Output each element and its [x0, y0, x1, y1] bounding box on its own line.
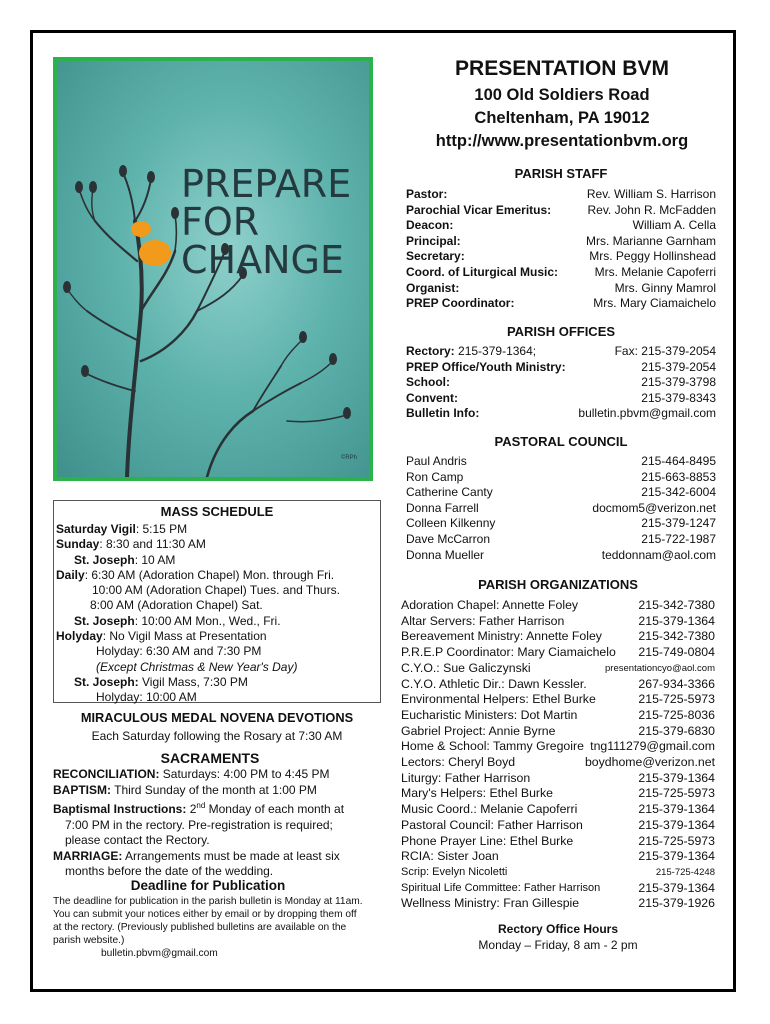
cover-title [181, 162, 352, 282]
list-row [401, 896, 715, 912]
list-row [406, 249, 716, 265]
organization-name: Adoration Chapel: Annette Foley [401, 598, 579, 612]
organizations-heading: PARISH ORGANIZATIONS [478, 577, 638, 592]
council-heading: PASTORAL COUNCIL [494, 434, 628, 449]
cover-title-line: PREPARE [181, 162, 352, 206]
list-row [401, 661, 715, 677]
organization-name: Environmental Helpers: Ethel Burke [401, 692, 596, 707]
novena-text: Each Saturday following the Rosary at 7:30 AM [91, 729, 343, 743]
organization-contact: 215-379-1364 [638, 613, 715, 628]
label: Saturday Vigil [56, 522, 136, 536]
marriage-line-2: months before the date of the wedding. [65, 864, 274, 878]
label: Rectory: [406, 344, 455, 358]
organization-name: P.R.E.P Coordinator: Mary Ciamaichelo [401, 645, 616, 660]
fax: Fax: 215-379-2054 [614, 344, 716, 358]
organization-name: Liturgy: Father Harrison [401, 770, 531, 785]
list-row [401, 865, 715, 881]
sacraments-section [53, 750, 367, 880]
staff-role: Organist: [406, 280, 460, 295]
organizations-list [401, 598, 715, 912]
list-row [401, 771, 715, 787]
council-member-contact: 215-464-8495 [641, 454, 716, 468]
parish-name: PRESENTATION BVM [455, 57, 669, 80]
cover-title-line: CHANGE [181, 238, 344, 282]
address-line-2: Cheltenham, PA 19012 [474, 109, 650, 127]
list-row [406, 548, 716, 564]
value: Monday of each month at [205, 802, 345, 816]
value: 215-379-1364; [458, 344, 537, 358]
organization-name: Home & School: Tammy Gregoire [401, 739, 584, 754]
organization-contact: 267-934-3366 [638, 676, 715, 691]
organization-name: Pastoral Council: Father Harrison [401, 817, 583, 832]
organization-contact: 215-725-8036 [638, 707, 715, 722]
organization-name: Phone Prayer Line: Ethel Burke [401, 833, 574, 848]
holyday-line-4: Holyday: 10:00 AM [96, 690, 197, 705]
staff-name: Rev. John R. McFadden [587, 202, 716, 217]
address-line-1: 100 Old Soldiers Road [474, 86, 650, 104]
parish-organizations-section [401, 577, 715, 912]
organization-contact: 215-725-4248 [655, 866, 715, 878]
sacraments-heading: SACRAMENTS [160, 750, 260, 766]
list-row [406, 265, 716, 281]
office-label: Convent: [406, 390, 458, 405]
holyday-line-2: Holyday: 6:30 AM and 7:30 PM [96, 644, 262, 659]
list-row [401, 724, 715, 740]
organization-name: Altar Servers: Father Harrison [401, 613, 565, 628]
staff-name: Mrs. Melanie Capoferri [594, 264, 716, 279]
list-row [401, 708, 715, 724]
list-row [406, 187, 716, 203]
office-value: 215-379-3798 [641, 375, 716, 390]
council-member-name: Catherine Canty [406, 485, 493, 500]
list-row [401, 629, 715, 645]
council-member-contact: docmom5@verizon.net [592, 500, 716, 515]
staff-name: Mrs. Mary Ciamaichelo [593, 296, 716, 311]
list-row [401, 881, 715, 897]
staff-role: Coord. of Liturgical Music: [406, 264, 558, 279]
staff-role: Principal: [406, 233, 461, 248]
council-member-contact: 215-722-1987 [641, 531, 716, 546]
website-link[interactable]: http://www.presentationbvm.org [435, 132, 689, 150]
offices-list [406, 360, 716, 422]
marriage-line [53, 849, 367, 865]
list-row [406, 454, 716, 470]
office-hours-heading: Rectory Office Hours [497, 922, 619, 936]
council-member-contact: teddonnam@aol.com [601, 547, 716, 562]
office-value: bulletin.pbvm@gmail.com [578, 406, 716, 421]
organization-name: Lectors: Cheryl Boyd [401, 755, 516, 770]
organization-contact: 215-379-1364 [638, 849, 715, 864]
label: Sunday [56, 537, 100, 552]
list-row [401, 677, 715, 693]
staff-role: Pastor: [406, 187, 448, 201]
council-member-contact: 215-379-1247 [641, 516, 716, 531]
organization-contact: boydhome@verizon.net [584, 755, 715, 770]
list-row [406, 375, 716, 391]
reconciliation-line [53, 767, 367, 783]
novena-section [53, 710, 381, 743]
offices-heading: PARISH OFFICES [506, 324, 616, 339]
mass-schedule-body [54, 519, 380, 706]
list-row [401, 598, 715, 614]
mass-schedule-box [53, 500, 381, 703]
office-value: 215-379-8343 [641, 390, 716, 405]
organization-name: Gabriel Project: Annie Byrne [401, 723, 556, 738]
organization-contact: tng111279@gmail.com [590, 739, 715, 754]
value: : 6:30 AM (Adoration Chapel) Mon. through Fri. [84, 567, 335, 582]
office-hours-text: Monday – Friday, 8 am - 2 pm [478, 938, 638, 952]
council-list [406, 454, 716, 563]
organization-name: Eucharistic Ministers: Dot Martin [401, 707, 578, 722]
list-row [406, 406, 716, 422]
organization-contact: 215-379-1364 [638, 880, 715, 895]
organization-name: Spiritual Life Committee: Father Harrison [401, 881, 601, 894]
list-row [406, 391, 716, 407]
staff-name: Rev. William S. Harrison [586, 187, 716, 201]
organization-name: C.Y.O.: Sue Galiczynski [401, 660, 531, 675]
organization-contact: presentationcyo@aol.com [605, 662, 715, 674]
list-row [406, 203, 716, 219]
list-row [406, 470, 716, 486]
list-row [401, 849, 715, 865]
office-hours-section [401, 922, 715, 952]
label: Holyday [56, 629, 103, 644]
daily-line [56, 568, 376, 583]
council-member-name: Donna Farrell [406, 500, 479, 515]
instructions-line-3: please contact the Rectory. [65, 833, 210, 847]
list-row [406, 532, 716, 548]
value: Vigil Mass, 7:30 PM [138, 674, 248, 689]
staff-list [406, 187, 716, 312]
value: Arrangements must be made at least six [122, 848, 340, 863]
sacraments-body [53, 767, 367, 880]
council-member-contact: 215-663-8853 [641, 469, 716, 484]
organization-contact: 215-749-0804 [638, 645, 715, 660]
organization-name: Wellness Ministry: Fran Gillespie [401, 896, 580, 911]
label: MARRIAGE: [53, 848, 123, 863]
staff-name: Mrs. Ginny Mamrol [614, 280, 716, 295]
council-member-contact: 215-342-6004 [641, 485, 716, 500]
office-label: Bulletin Info: [406, 406, 480, 421]
list-row [401, 834, 715, 850]
st-joseph-weekday-line [56, 614, 376, 629]
holyday-line [56, 629, 376, 644]
holyday-line-3: (Except Christmas & New Year's Day) [96, 659, 298, 674]
organization-contact: 215-725-5973 [638, 692, 715, 707]
pastoral-council-section [406, 434, 716, 563]
deadline-heading: Deadline for Publication [130, 878, 286, 893]
staff-name: Mrs. Peggy Hollinshead [589, 249, 716, 264]
instructions-line [53, 798, 367, 818]
saturday-line [56, 522, 376, 537]
list-row [401, 645, 715, 661]
council-member-name: Colleen Kilkenny [406, 516, 496, 531]
list-row [401, 818, 715, 834]
list-row [406, 281, 716, 297]
label: Baptismal Instructions: [53, 802, 187, 816]
organization-name: C.Y.O. Athletic Dir.: Dawn Kessler. [401, 676, 587, 691]
value: : No Vigil Mass at Presentation [102, 629, 267, 644]
organization-contact: 215-379-6830 [638, 723, 715, 738]
organization-contact: 215-379-1926 [638, 896, 715, 911]
list-row [401, 739, 715, 755]
staff-role: Secretary: [406, 249, 465, 264]
parish-header [398, 56, 726, 152]
label: St. Joseph: [74, 674, 139, 689]
council-member-name: Dave McCarron [406, 531, 491, 546]
daily-line-3: 8:00 AM (Adoration Chapel) Sat. [90, 598, 263, 613]
list-row [406, 516, 716, 532]
list-row [401, 786, 715, 802]
novena-heading: MIRACULOUS MEDAL NOVENA DEVOTIONS [80, 710, 354, 725]
staff-role: Parochial Vicar Emeritus: [406, 202, 552, 217]
organization-contact: 215-379-1364 [638, 770, 715, 785]
st-joseph-line [56, 553, 376, 568]
list-row [406, 360, 716, 376]
organization-contact: 215-379-1364 [638, 802, 715, 817]
organization-contact: 215-725-5973 [638, 786, 715, 801]
list-row [406, 485, 716, 501]
staff-role: Deacon: [406, 218, 454, 233]
list-row [406, 296, 716, 312]
organization-name: Bereavement Ministry: Annette Foley [401, 629, 602, 644]
label: BAPTISM: [53, 782, 111, 797]
council-member-name: Donna Mueller [406, 547, 485, 562]
organization-contact: 215-342-7380 [638, 598, 715, 612]
label: St. Joseph [74, 613, 135, 628]
label: Daily [56, 567, 85, 582]
daily-line-2: 10:00 AM (Adoration Chapel) Tues. and Thurs. [92, 583, 340, 598]
label: St. Joseph [74, 552, 135, 567]
organization-name: Mary's Helpers: Ethel Burke [401, 786, 554, 801]
deadline-section [53, 878, 363, 960]
organization-contact: 215-725-5973 [638, 833, 715, 848]
organization-name: Scrip: Evelyn Nicoletti [401, 865, 508, 878]
staff-heading: PARISH STAFF [514, 166, 608, 181]
cover-title-line: FOR [181, 200, 260, 244]
organization-contact: 215-342-7380 [638, 629, 715, 644]
organization-name: Music Coord.: Melanie Capoferri [401, 802, 578, 817]
office-value: 215-379-2054 [641, 359, 716, 374]
value: 2 [186, 802, 197, 816]
organization-contact: 215-379-1364 [638, 817, 715, 832]
label: RECONCILIATION: [53, 767, 160, 781]
instructions-line-2: 7:00 PM in the rectory. Pre-registration is required; [65, 817, 333, 832]
organization-name: RCIA: Sister Joan [401, 849, 499, 864]
office-label: School: [406, 375, 450, 390]
deadline-text: The deadline for publication in the parish bulletin is Monday at 11am. You can submit your notices either by email or by dropping them off at the rectory. (Previously published bulletins are available on the parish website.) [53, 896, 363, 946]
staff-name: William A. Cella [632, 218, 716, 233]
value: Saturdays: 4:00 PM to 4:45 PM [159, 767, 330, 781]
list-row [406, 218, 716, 234]
office-label: PREP Office/Youth Ministry: [406, 359, 566, 374]
rectory-row [406, 344, 716, 360]
value: : 10 AM [134, 552, 176, 567]
list-row [401, 692, 715, 708]
list-row [401, 802, 715, 818]
parish-offices-section [406, 324, 716, 422]
cover-credit: ©RPh [340, 455, 357, 461]
list-row [406, 234, 716, 250]
staff-name: Mrs. Marianne Garnham [585, 233, 716, 248]
staff-role: PREP Coordinator: [406, 296, 515, 311]
baptism-line [53, 783, 367, 799]
list-row [401, 755, 715, 771]
parish-staff-section [406, 166, 716, 312]
council-member-name: Paul Andris [406, 454, 467, 468]
mass-schedule-heading: MASS SCHEDULE [160, 504, 274, 519]
st-joseph-vigil-line [56, 675, 376, 690]
value: : 5:15 PM [135, 522, 188, 536]
sunday-line [56, 537, 376, 552]
value: Third Sunday of the month at 1:00 PM [111, 782, 317, 797]
value: : 10:00 AM Mon., Wed., Fri. [134, 613, 281, 628]
superscript: nd [196, 801, 206, 810]
list-row [401, 614, 715, 630]
value: : 8:30 and 11:30 AM [99, 537, 206, 552]
council-member-name: Ron Camp [406, 469, 464, 484]
cover-image [53, 57, 373, 481]
list-row [406, 501, 716, 517]
deadline-email: bulletin.pbvm@gmail.com [101, 948, 218, 959]
